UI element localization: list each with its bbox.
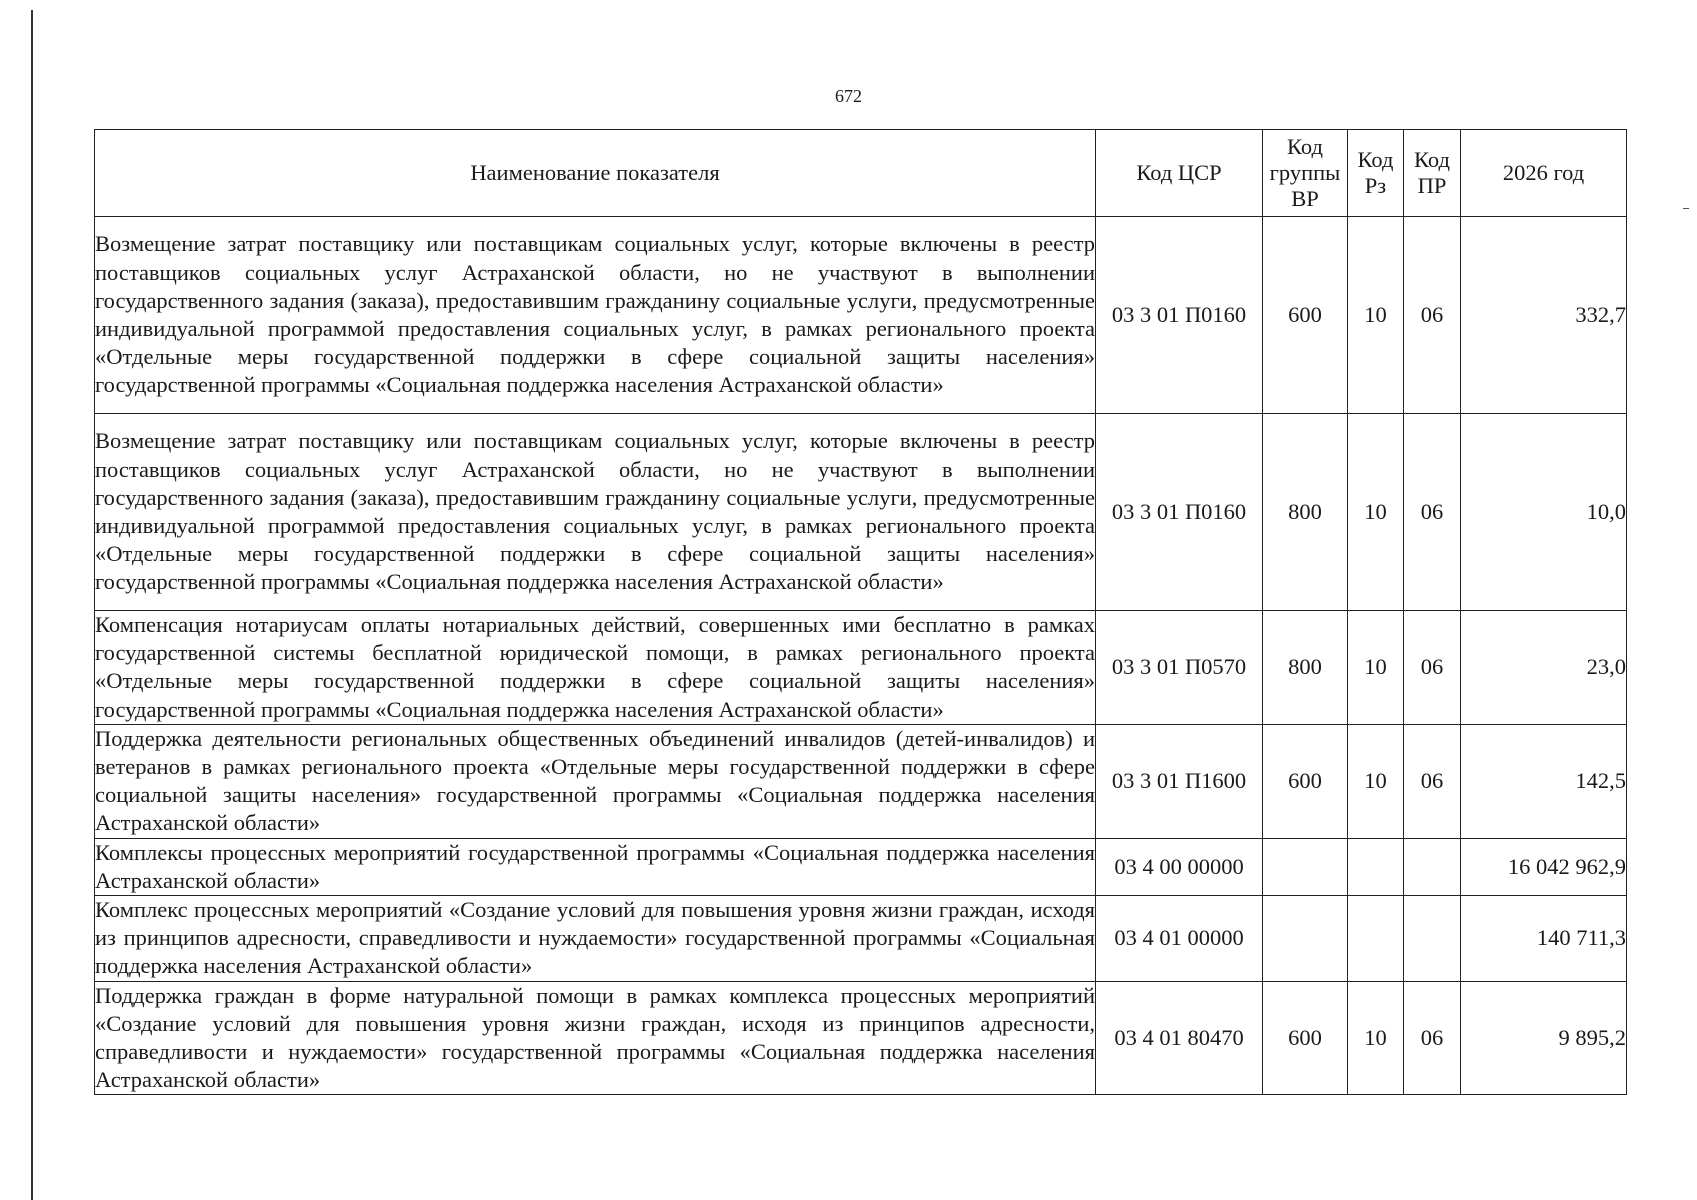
row-name: Возмещение затрат поставщику или поставщикам социальных услуг, которые включены в реестр поставщиков социальных услуг Астраханской области, но не участвуют в выполнении государственного задания (заказа), предоставившим гражданину социальные услуги, предусмотренные индивидуальной программой предоставления социальных услуг, в рамках регионального проекта «Отдельные меры государственной поддержки в сфере социальной защиты населения» государственной программы «Социальная поддержка населения Астраханской области» — [95, 414, 1096, 611]
header-year: 2026 год — [1461, 130, 1627, 217]
row-csr: 03 3 01 П0160 — [1096, 414, 1263, 611]
row-rz — [1348, 896, 1404, 982]
header-row — [95, 130, 1627, 217]
header-vr — [1263, 130, 1348, 217]
row-rz: 10 — [1348, 981, 1404, 1095]
row-pr: 06 — [1404, 724, 1461, 838]
row-value: 140 711,3 — [1461, 896, 1627, 982]
header-name: Наименование показателя — [95, 130, 1096, 217]
header-rz — [1348, 130, 1404, 217]
table-row — [95, 414, 1627, 611]
row-vr: 600 — [1263, 217, 1348, 414]
row-csr: 03 4 00 00000 — [1096, 838, 1263, 895]
header-pr — [1404, 130, 1461, 217]
header-rz-line: Код — [1357, 147, 1394, 172]
row-rz: 10 — [1348, 724, 1404, 838]
table-row — [95, 981, 1627, 1095]
header-pr-line: Код — [1414, 147, 1450, 172]
row-csr: 03 3 01 П0160 — [1096, 217, 1263, 414]
row-name: Комплекс процессных мероприятий «Создание условий для повышения уровня жизни граждан, исходя из принципов адресности, справедливости и нуждаемости» государственной программы «Социальная поддержка населения Астраханской области» — [95, 896, 1096, 982]
row-vr: 600 — [1263, 724, 1348, 838]
binding-rule — [31, 10, 33, 1200]
row-vr — [1263, 838, 1348, 895]
row-pr: 06 — [1404, 611, 1461, 725]
row-name: Компенсация нотариусам оплаты нотариальных действий, совершенных ими бесплатно в рамках государственной системы бесплатной юридической помощи, в рамках регионального проекта «Отдельные меры государственной поддержки в сфере социальной защиты населения» государственной программы «Социальная поддержка населения Астраханской области» — [95, 611, 1096, 725]
row-pr — [1404, 896, 1461, 982]
row-rz: 10 — [1348, 611, 1404, 725]
row-pr: 06 — [1404, 414, 1461, 611]
row-name: Поддержка граждан в форме натуральной помощи в рамках комплекса процессных мероприятий «Создание условий для повышения уровня жизни граждан, исходя из принципов адресности, справедливости и нуждаемости» государственной программы «Социальная поддержка населения Астраханской области» — [95, 981, 1096, 1095]
row-csr: 03 4 01 00000 — [1096, 896, 1263, 982]
row-value: 142,5 — [1461, 724, 1627, 838]
row-pr: 06 — [1404, 981, 1461, 1095]
row-vr: 600 — [1263, 981, 1348, 1095]
row-pr — [1404, 838, 1461, 895]
header-csr: Код ЦСР — [1096, 130, 1263, 217]
row-value: 23,0 — [1461, 611, 1627, 725]
header-vr-line: ВР — [1291, 186, 1319, 211]
row-name: Возмещение затрат поставщику или поставщикам социальных услуг, которые включены в реестр поставщиков социальных услуг Астраханской области, но не участвуют в выполнении государственного задания (заказа), предоставившим гражданину социальные услуги, предусмотренные индивидуальной программой предоставления социальных услуг, в рамках регионального проекта «Отдельные меры государственной поддержки в сфере социальной защиты населения» государственной программы «Социальная поддержка населения Астраханской области» — [95, 217, 1096, 414]
header-pr-line: ПР — [1417, 173, 1447, 198]
row-vr: 800 — [1263, 611, 1348, 725]
page-number: 672 — [835, 86, 862, 106]
row-csr: 03 3 01 П1600 — [1096, 724, 1263, 838]
header-rz-line: Рз — [1364, 173, 1387, 198]
row-value: 9 895,2 — [1461, 981, 1627, 1095]
row-value: 332,7 — [1461, 217, 1627, 414]
row-rz — [1348, 838, 1404, 895]
header-vr-line: группы — [1269, 160, 1341, 185]
row-vr: 800 — [1263, 414, 1348, 611]
header-vr-line: Код — [1287, 134, 1323, 159]
row-value: 16 042 962,9 — [1461, 838, 1627, 895]
margin-tick — [1683, 208, 1689, 209]
row-csr: 03 4 01 80470 — [1096, 981, 1263, 1095]
table-row — [95, 896, 1627, 982]
table-row — [95, 217, 1627, 414]
table-row — [95, 611, 1627, 725]
row-rz: 10 — [1348, 414, 1404, 611]
row-csr: 03 3 01 П0570 — [1096, 611, 1263, 725]
row-value: 10,0 — [1461, 414, 1627, 611]
row-name: Комплексы процессных мероприятий государственной программы «Социальная поддержка населения Астраханской области» — [95, 838, 1096, 895]
table-row — [95, 838, 1627, 895]
row-vr — [1263, 896, 1348, 982]
table-row — [95, 724, 1627, 838]
budget-table — [94, 129, 1627, 1095]
row-pr: 06 — [1404, 217, 1461, 414]
row-rz: 10 — [1348, 217, 1404, 414]
row-name: Поддержка деятельности региональных общественных объединений инвалидов (детей-инвалидов) и ветеранов в рамках регионального проекта «Отдельные меры государственной поддержки в сфере социальной защиты населения» государственной программы «Социальная поддержка населения Астраханской области» — [95, 724, 1096, 838]
